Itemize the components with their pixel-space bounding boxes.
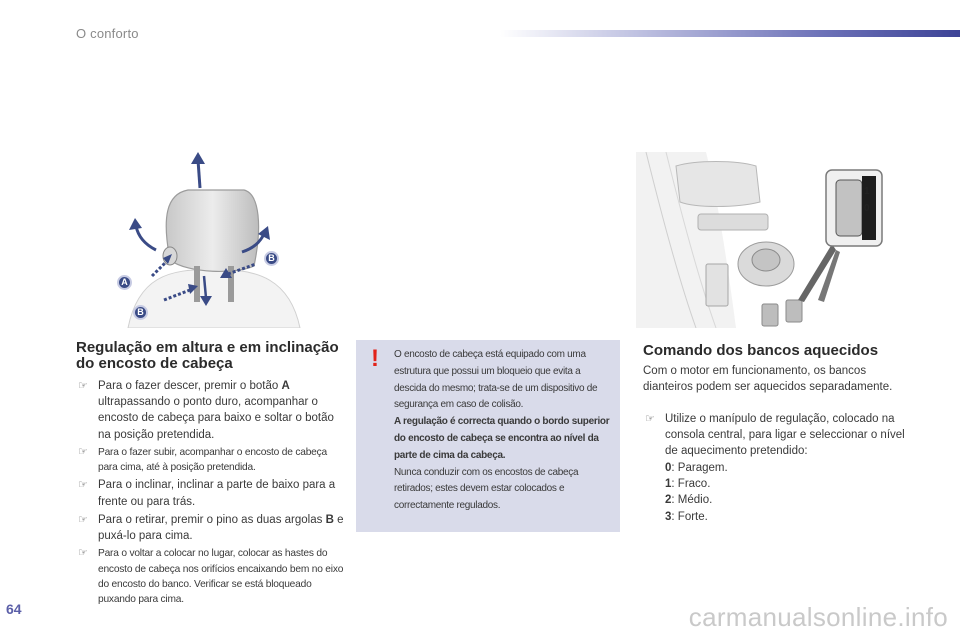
- pointing-hand-icon: ☞: [78, 445, 88, 458]
- pointing-hand-icon: ☞: [78, 380, 88, 392]
- pointing-hand-icon: ☞: [645, 413, 655, 425]
- pointing-hand-icon: ☞: [78, 513, 88, 526]
- page-number: 64: [6, 601, 22, 617]
- list-item: ☞ Para o inclinar, inclinar a parte de baixo para a frente ou para trás.: [78, 479, 336, 508]
- section-title: O conforto: [76, 26, 139, 41]
- label-b-bottom-badge: B: [133, 305, 148, 320]
- warning-paragraph: O encosto de cabeça está equipado com uma estrutura que possui um bloqueio que evita a descida do mesmo; trata-se de um dispositivo de segurança em caso de colisão.: [394, 349, 598, 411]
- heating-level-item: 1: Fraco.: [665, 478, 711, 491]
- watermark: carmanualsonline.info: [688, 602, 948, 632]
- console-illustration: [636, 152, 886, 328]
- headrest-section-title: Regulação em altura e em inclinação do encosto de cabeça: [76, 339, 339, 372]
- headrest-illustration: [108, 148, 320, 328]
- list-item: ☞ Utilize o manípulo de regulação, colocado na consola central, para ligar e seleccionar o nível de aquecimento pretendido:: [645, 413, 905, 458]
- pointing-hand-icon: ☞: [78, 479, 88, 492]
- heating-level-item: 2: Médio.: [665, 494, 713, 507]
- warning-exclamation-icon: !: [371, 345, 379, 372]
- heated-seats-steps-list: [643, 411, 908, 460]
- list-item: ☞ Para o fazer subir, acompanhar o encosto de cabeça para cima, até à posição pretendida.: [78, 445, 327, 474]
- heated-seats-intro: Com o motor em funcionamento, os bancos dianteiros podem ser aquecidos separadamente.: [643, 365, 893, 394]
- dial-level-bottom: 0: [864, 203, 870, 214]
- list-item: ☞ Para o retirar, premir o pino as duas argolas B e puxá-lo para cima.: [78, 513, 344, 543]
- headrest-steps-list: [76, 378, 346, 609]
- dial-level-top: 1: [864, 186, 870, 197]
- label-b-top-badge: B: [264, 251, 279, 266]
- heating-level-item: 0: Paragem.: [665, 462, 728, 474]
- heated-seats-title: Comando dos bancos aquecidos: [643, 342, 879, 359]
- heating-level-item: 3: Forte.: [665, 510, 708, 523]
- warning-text: [394, 347, 614, 515]
- label-a-badge: A: [117, 275, 132, 290]
- warning-paragraph: Nunca conduzir com os encostos de cabeça retirados; estes devem estar colocados e correctamente regulados.: [394, 466, 579, 512]
- list-item: ☞ Para o voltar a colocar no lugar, colocar as hastes do encosto de cabeça nos orifícios encaixando bem no eixo do encosto do banco. Verificar se está bloqueado puxando para cima.: [78, 547, 344, 606]
- heating-levels-list: [665, 460, 728, 525]
- list-item: ☞ Para o fazer descer, premir o botão A ultrapassando o ponto duro, acompanhar o encosto de cabeça para baixo e soltar o botão na posição pretendida.: [78, 380, 334, 441]
- warning-paragraph-bold: A regulação é correcta quando o bordo superior do encosto de cabeça se encontra ao nível da parte de cima da cabeça.: [394, 416, 610, 461]
- pointing-hand-icon: ☞: [78, 547, 88, 560]
- header-bar: [500, 30, 960, 37]
